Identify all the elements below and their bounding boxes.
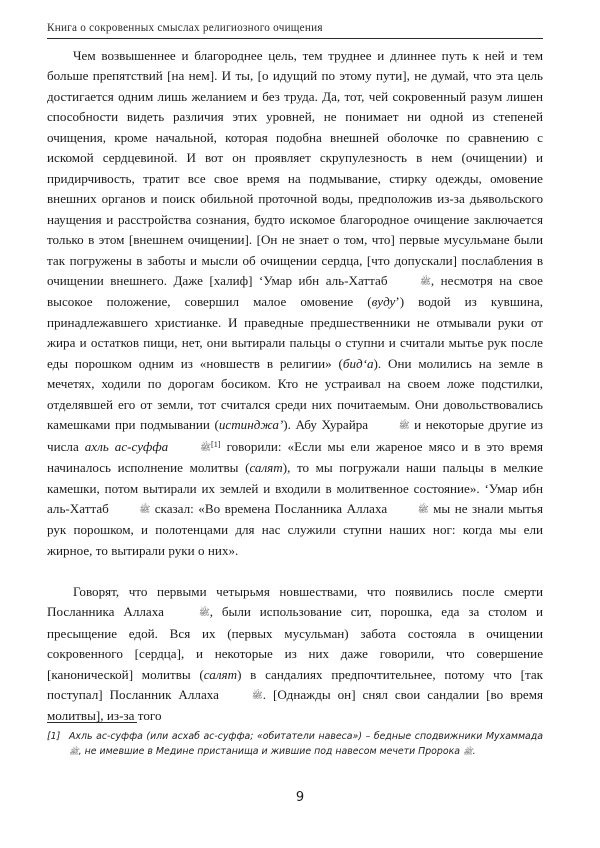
- eulogy-glyph-icon: ﷺ: [398, 421, 410, 431]
- transliterated-term: бид‘а: [342, 355, 374, 371]
- footnote-area: [47, 722, 543, 759]
- transliterated-term: вуду: [371, 294, 396, 310]
- footnote-marker: [1]: [47, 731, 61, 742]
- page-number: 9: [295, 790, 305, 805]
- eulogy-glyph-icon: ﷺ: [251, 691, 263, 701]
- eulogy-glyph-icon: ﷺ: [463, 746, 473, 756]
- eulogy-glyph-icon: ﷺ: [198, 608, 210, 618]
- body-text-block: [47, 46, 543, 727]
- eulogy-glyph-icon: ﷺ: [420, 277, 431, 287]
- eulogy-glyph-icon: ﷺ: [200, 442, 212, 453]
- running-header-rule: [47, 38, 543, 39]
- paragraph-2: Говорят, что первыми четырьмя новшествами, что появились после смерти Посланника Аллаха ﷺ, были использование сит, порошка, еда за столом и пресыщение едой. Вся их (первых мусульман) забота состояла в очищении сокровенного [сердца], и некоторые из них даже говорили, что совершение [канонической] молитвы (салят) в сандалиях предпочтительнее, потому что [так поступал] Посланник Аллаха ﷺ. [Однажды он] снял свои сандалии [во время молитвы], из-за того: [47, 583, 544, 724]
- eulogy-glyph-icon: ﷺ: [139, 505, 151, 515]
- running-header: [47, 22, 543, 39]
- transliterated-term: салят: [203, 666, 238, 682]
- footnote-item-1: [47, 730, 543, 759]
- eulogy-glyph-icon: ﷺ: [417, 505, 429, 515]
- footnote-reference-1[interactable]: [1]: [211, 439, 221, 449]
- footnote-text: Ахль ас-суффа (или асхаб ас-суффа; «обитатели навеса») – бедные сподвижники Мухаммада ﷺ, не имевшие в Медине пристанища и жившие под навесом мечети Пророка ﷺ.: [69, 730, 543, 759]
- transliterated-term: истинджа’: [218, 417, 284, 433]
- eulogy-glyph-icon: ﷺ: [69, 746, 79, 756]
- footnote-separator-rule: [47, 722, 137, 723]
- transliterated-term: салят: [249, 460, 283, 476]
- transliterated-term: ахль ас-суффа: [84, 438, 169, 454]
- running-header-text: Книга о сокровенных смыслах религиозного очищения: [47, 22, 323, 34]
- paragraph-1: Чем возвышеннее и благороднее цель, тем труднее и длиннее путь к ней и тем больше препятствий [на нем]. И ты, [о идущий по этому пути], не думай, что эта цель достигается одним лишь желанием и без труда. Да, тот, чей сокровенный разум лишен способности видеть различия этих уровней, не понимает ни одной из степеней очищения, кроме начальной, которая подобна внешней оболочке по сравнению с искомой сердцевиной. И вот он проявляет скрупулезность в нем (очищении) и придирчивость, тратит все свое время на подмывание, стирку одежды, омовение внешних органов и поиск обильной проточной воды, предположив из-за дьявольского наущения и расстройства сознания, будто искомое благородное очищение заключается только в этом [внешнем очищении]. [Он не знает о том, что] первые мусульмане были так погружены в заботы и мысли об очищении сердца, [что допускали] послабления в очищении внешнего. Даже [халиф] ‘Умар ибн аль-Хаттаб ﷺ, несмотря на свое высокое положение, совершил малое омовение (вуду’) водой из кувшина, принадлежавшего христианке. И праведные предшественники не отмывали руки от жира и остатков пищи, нет, они вытирали пальцы о ступни и считали мытье рук после еды порошком одним из «новшеств в религии» (бид‘а). Они молились на земле в мечетях, ходили по дорогам босиком. Кто не устраивал на своем ложе подстилки, отделявшей его от земли, тот считался среди них почитаемым. Они довольствовались камешками при подмывании (истинджа’). Абу Хурайра ﷺ и некоторые другие из числа ахль ас-суффа ﷺ[1] говорили: «Если мы ели жареное мясо и в это время начиналось исполнение молитвы (салят), то мы погружали наши пальцы в мелкие камешки, потом вытирали их землей и входили в молитвенное состояние». ‘Умар ибн аль-Хаттаб ﷺ сказал: «Во времена Посланника Аллаха ﷺ мы не знали мытья рук порошком, и полотенцами для нас служили ступни наших ног: когда мы ели жирное, то вытирали руки о них».: [47, 48, 544, 558]
